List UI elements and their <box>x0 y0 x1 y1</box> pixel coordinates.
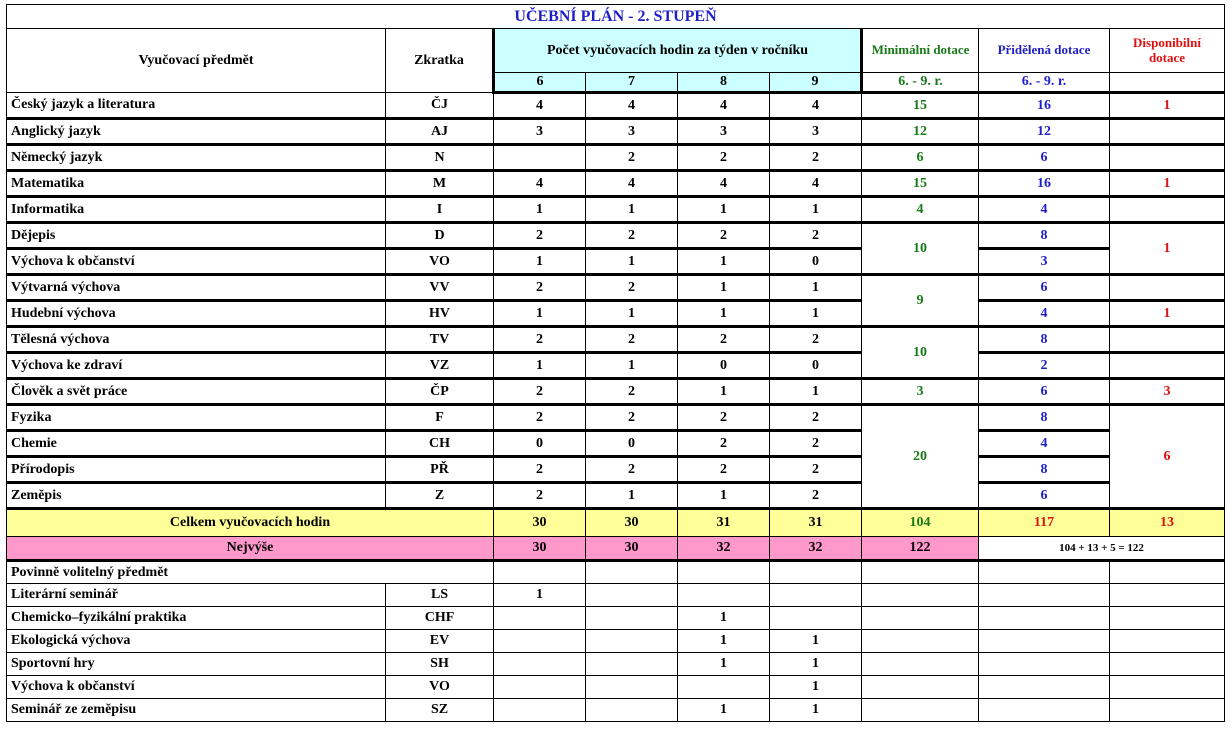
elective-name: Ekologická výchova <box>7 630 386 653</box>
subject-abbr: ČJ <box>386 93 494 119</box>
elective-grade-6 <box>494 699 586 722</box>
elective-grade-8: 1 <box>678 607 770 630</box>
hours-grade-9: 2 <box>770 431 862 457</box>
elective-grade-7 <box>586 676 678 699</box>
header-min: Minimální dotace <box>862 29 979 73</box>
available-dotace <box>1110 197 1225 223</box>
subject-name: Tělesná výchova <box>7 327 386 353</box>
header-grade-8: 8 <box>678 73 770 93</box>
assigned-dotace: 6 <box>979 379 1110 405</box>
hours-grade-7: 2 <box>586 457 678 483</box>
subject-abbr: TV <box>386 327 494 353</box>
subject-abbr: VO <box>386 249 494 275</box>
elective-grade-8: 1 <box>678 653 770 676</box>
hours-grade-9: 0 <box>770 249 862 275</box>
elective-grade-6 <box>494 653 586 676</box>
elective-grade-8 <box>678 584 770 607</box>
hours-grade-7: 1 <box>586 197 678 223</box>
max-min: 122 <box>862 537 979 561</box>
empty-cell <box>862 607 979 630</box>
min-dotace: 12 <box>862 119 979 145</box>
assigned-dotace: 6 <box>979 483 1110 509</box>
hours-grade-9: 2 <box>770 223 862 249</box>
elective-grade-9 <box>770 607 862 630</box>
hours-grade-6: 3 <box>494 119 586 145</box>
elective-abbr: SH <box>386 653 494 676</box>
table-row <box>7 223 1225 249</box>
max-grade-8: 32 <box>678 537 770 561</box>
empty-cell <box>979 630 1110 653</box>
subject-abbr: CH <box>386 431 494 457</box>
elective-abbr: VO <box>386 676 494 699</box>
hours-grade-8: 1 <box>678 197 770 223</box>
elective-row <box>7 607 1225 630</box>
hours-grade-7: 2 <box>586 379 678 405</box>
available-dotace <box>1110 145 1225 171</box>
min-dotace: 10 <box>862 223 979 275</box>
available-dotace <box>1110 119 1225 145</box>
hours-grade-8: 1 <box>678 483 770 509</box>
page-title: UČEBNÍ PLÁN - 2. STUPEŇ <box>7 5 1225 29</box>
assigned-dotace: 4 <box>979 301 1110 327</box>
hours-grade-8: 1 <box>678 275 770 301</box>
available-dotace: 1 <box>1110 171 1225 197</box>
total-min: 104 <box>862 509 979 537</box>
elective-name: Chemicko–fyzikální praktika <box>7 607 386 630</box>
table-row <box>7 145 1225 171</box>
available-dotace <box>1110 353 1225 379</box>
empty-cell <box>1110 561 1225 584</box>
assigned-dotace: 4 <box>979 197 1110 223</box>
subject-name: Anglický jazyk <box>7 119 386 145</box>
empty-cell <box>494 561 586 584</box>
hours-grade-6 <box>494 145 586 171</box>
hours-grade-8: 1 <box>678 301 770 327</box>
hours-grade-6: 2 <box>494 457 586 483</box>
hours-grade-6: 2 <box>494 483 586 509</box>
table-row <box>7 353 1225 379</box>
elective-abbr: SZ <box>386 699 494 722</box>
assigned-dotace: 3 <box>979 249 1110 275</box>
assigned-dotace: 8 <box>979 223 1110 249</box>
hours-grade-8: 2 <box>678 223 770 249</box>
available-dotace: 1 <box>1110 223 1225 275</box>
subject-abbr: VV <box>386 275 494 301</box>
assigned-dotace: 12 <box>979 119 1110 145</box>
elective-grade-9: 1 <box>770 676 862 699</box>
hours-grade-7: 2 <box>586 223 678 249</box>
elective-grade-7 <box>586 607 678 630</box>
available-dotace: 1 <box>1110 93 1225 119</box>
elective-grade-8: 1 <box>678 699 770 722</box>
total-grade-7: 30 <box>586 509 678 537</box>
table-row <box>7 379 1225 405</box>
subject-name: Informatika <box>7 197 386 223</box>
hours-grade-6: 1 <box>494 301 586 327</box>
hours-grade-7: 3 <box>586 119 678 145</box>
table-row <box>7 93 1225 119</box>
table-row <box>7 405 1225 431</box>
hours-grade-7: 2 <box>586 275 678 301</box>
hours-grade-8: 1 <box>678 379 770 405</box>
empty-cell <box>979 584 1110 607</box>
hours-grade-8: 0 <box>678 353 770 379</box>
hours-grade-9: 2 <box>770 405 862 431</box>
header-grade-7: 7 <box>586 73 678 93</box>
hours-grade-8: 4 <box>678 93 770 119</box>
assigned-dotace: 6 <box>979 145 1110 171</box>
hours-grade-9: 4 <box>770 93 862 119</box>
hours-grade-9: 2 <box>770 457 862 483</box>
subject-abbr: D <box>386 223 494 249</box>
elective-grade-7 <box>586 699 678 722</box>
hours-grade-9: 4 <box>770 171 862 197</box>
hours-grade-7: 1 <box>586 353 678 379</box>
elective-row <box>7 630 1225 653</box>
subject-abbr: PŘ <box>386 457 494 483</box>
hours-grade-9: 2 <box>770 145 862 171</box>
table-row <box>7 275 1225 301</box>
hours-grade-8: 2 <box>678 145 770 171</box>
hours-grade-8: 1 <box>678 249 770 275</box>
assigned-dotace: 6 <box>979 275 1110 301</box>
empty-cell <box>862 584 979 607</box>
available-dotace: 3 <box>1110 379 1225 405</box>
assigned-dotace: 16 <box>979 93 1110 119</box>
elective-header-row <box>7 561 1225 584</box>
elective-grade-9 <box>770 584 862 607</box>
hours-grade-6: 2 <box>494 405 586 431</box>
total-assigned: 117 <box>979 509 1110 537</box>
min-dotace: 20 <box>862 405 979 509</box>
empty-cell <box>979 676 1110 699</box>
elective-abbr: EV <box>386 630 494 653</box>
subject-abbr: F <box>386 405 494 431</box>
header-range-min: 6. - 9. r. <box>862 73 979 93</box>
subject-abbr: VZ <box>386 353 494 379</box>
hours-grade-7: 1 <box>586 483 678 509</box>
assigned-dotace: 8 <box>979 327 1110 353</box>
hours-grade-7: 2 <box>586 405 678 431</box>
total-grade-9: 31 <box>770 509 862 537</box>
subject-abbr: Z <box>386 483 494 509</box>
min-dotace: 4 <box>862 197 979 223</box>
hours-grade-6: 2 <box>494 327 586 353</box>
min-dotace: 15 <box>862 93 979 119</box>
elective-row <box>7 676 1225 699</box>
max-grade-7: 30 <box>586 537 678 561</box>
hours-grade-9: 0 <box>770 353 862 379</box>
elective-grade-9: 1 <box>770 653 862 676</box>
hours-grade-9: 3 <box>770 119 862 145</box>
hours-grade-9: 1 <box>770 197 862 223</box>
empty-cell <box>770 561 862 584</box>
hours-grade-6: 4 <box>494 93 586 119</box>
min-dotace: 6 <box>862 145 979 171</box>
elective-name: Literární seminář <box>7 584 386 607</box>
table-row <box>7 457 1225 483</box>
elective-row <box>7 584 1225 607</box>
available-dotace: 1 <box>1110 301 1225 327</box>
header-subject: Vyučovací předmět <box>7 29 386 93</box>
available-dotace <box>1110 327 1225 353</box>
empty-cell <box>979 699 1110 722</box>
subject-name: Člověk a svět práce <box>7 379 386 405</box>
subject-abbr: M <box>386 171 494 197</box>
header-abbr: Zkratka <box>386 29 494 93</box>
hours-grade-7: 2 <box>586 327 678 353</box>
available-dotace: 6 <box>1110 405 1225 509</box>
hours-grade-7: 4 <box>586 171 678 197</box>
elective-name: Sportovní hry <box>7 653 386 676</box>
hours-grade-8: 3 <box>678 119 770 145</box>
empty-cell <box>862 561 979 584</box>
subject-name: Výchova ke zdraví <box>7 353 386 379</box>
elective-grade-6 <box>494 630 586 653</box>
subject-name: Hudební výchova <box>7 301 386 327</box>
empty-cell <box>1110 676 1225 699</box>
empty-cell <box>1110 699 1225 722</box>
hours-grade-7: 4 <box>586 93 678 119</box>
subject-name: Německý jazyk <box>7 145 386 171</box>
subject-name: Český jazyk a literatura <box>7 93 386 119</box>
hours-grade-9: 1 <box>770 379 862 405</box>
elective-name: Výchova k občanství <box>7 676 386 699</box>
hours-grade-6: 4 <box>494 171 586 197</box>
assigned-dotace: 8 <box>979 457 1110 483</box>
total-available: 13 <box>1110 509 1225 537</box>
subject-name: Výtvarná výchova <box>7 275 386 301</box>
header-range-assigned: 6. - 9. r. <box>979 73 1110 93</box>
min-dotace: 15 <box>862 171 979 197</box>
hours-grade-7: 2 <box>586 145 678 171</box>
empty-cell <box>862 653 979 676</box>
assigned-dotace: 4 <box>979 431 1110 457</box>
empty-cell <box>678 561 770 584</box>
min-dotace: 3 <box>862 379 979 405</box>
subject-abbr: AJ <box>386 119 494 145</box>
elective-row <box>7 653 1225 676</box>
table-row <box>7 483 1225 509</box>
empty-cell <box>979 607 1110 630</box>
elective-grade-9: 1 <box>770 699 862 722</box>
total-grade-6: 30 <box>494 509 586 537</box>
header-available: Disponibilní dotace <box>1110 29 1225 73</box>
table-row <box>7 249 1225 275</box>
empty-cell <box>1110 584 1225 607</box>
header-range-empty <box>1110 73 1225 93</box>
elective-grade-7 <box>586 653 678 676</box>
empty-cell <box>979 653 1110 676</box>
max-label: Nejvýše <box>7 537 494 561</box>
hours-grade-7: 1 <box>586 301 678 327</box>
subject-name: Přírodopis <box>7 457 386 483</box>
subject-name: Chemie <box>7 431 386 457</box>
hours-grade-6: 2 <box>494 223 586 249</box>
hours-grade-6: 2 <box>494 275 586 301</box>
hours-grade-9: 2 <box>770 327 862 353</box>
elective-grade-8: 1 <box>678 630 770 653</box>
curriculum-table <box>6 4 1225 722</box>
elective-header: Povinně volitelný předmět <box>7 561 494 584</box>
empty-cell <box>862 630 979 653</box>
empty-cell <box>979 561 1110 584</box>
elective-abbr: LS <box>386 584 494 607</box>
hours-grade-6: 2 <box>494 379 586 405</box>
hours-grade-6: 1 <box>494 197 586 223</box>
elective-grade-9: 1 <box>770 630 862 653</box>
subject-abbr: N <box>386 145 494 171</box>
empty-cell <box>862 676 979 699</box>
hours-grade-7: 0 <box>586 431 678 457</box>
table-row <box>7 197 1225 223</box>
empty-cell <box>862 699 979 722</box>
subject-abbr: I <box>386 197 494 223</box>
assigned-dotace: 16 <box>979 171 1110 197</box>
elective-grade-6 <box>494 676 586 699</box>
total-row <box>7 509 1225 537</box>
hours-grade-9: 2 <box>770 483 862 509</box>
elective-grade-7 <box>586 584 678 607</box>
max-grade-9: 32 <box>770 537 862 561</box>
header-grade-9: 9 <box>770 73 862 93</box>
max-formula: 104 + 13 + 5 = 122 <box>979 537 1225 561</box>
subject-name: Výchova k občanství <box>7 249 386 275</box>
assigned-dotace: 2 <box>979 353 1110 379</box>
table-row <box>7 327 1225 353</box>
empty-cell <box>1110 630 1225 653</box>
table-row <box>7 119 1225 145</box>
total-grade-8: 31 <box>678 509 770 537</box>
hours-grade-6: 0 <box>494 431 586 457</box>
available-dotace <box>1110 275 1225 301</box>
empty-cell <box>586 561 678 584</box>
max-grade-6: 30 <box>494 537 586 561</box>
empty-cell <box>1110 653 1225 676</box>
hours-grade-8: 2 <box>678 327 770 353</box>
assigned-dotace: 8 <box>979 405 1110 431</box>
hours-grade-8: 4 <box>678 171 770 197</box>
hours-grade-9: 1 <box>770 275 862 301</box>
hours-grade-8: 2 <box>678 431 770 457</box>
table-row <box>7 431 1225 457</box>
hours-grade-6: 1 <box>494 353 586 379</box>
min-dotace: 9 <box>862 275 979 327</box>
subject-name: Zeměpis <box>7 483 386 509</box>
hours-grade-9: 1 <box>770 301 862 327</box>
total-label: Celkem vyučovacích hodin <box>7 509 494 537</box>
elective-grade-8 <box>678 676 770 699</box>
subject-abbr: HV <box>386 301 494 327</box>
header-assigned: Přidělená dotace <box>979 29 1110 73</box>
hours-grade-7: 1 <box>586 249 678 275</box>
table-row <box>7 301 1225 327</box>
empty-cell <box>1110 607 1225 630</box>
elective-name: Seminář ze zeměpisu <box>7 699 386 722</box>
max-row <box>7 537 1225 561</box>
hours-grade-8: 2 <box>678 457 770 483</box>
header-hours: Počet vyučovacích hodin za týden v ročníku <box>494 29 862 73</box>
hours-grade-6: 1 <box>494 249 586 275</box>
elective-grade-7 <box>586 630 678 653</box>
elective-grade-6: 1 <box>494 584 586 607</box>
elective-grade-6 <box>494 607 586 630</box>
subject-name: Matematika <box>7 171 386 197</box>
min-dotace: 10 <box>862 327 979 379</box>
elective-row <box>7 699 1225 722</box>
subject-abbr: ČP <box>386 379 494 405</box>
subject-name: Fyzika <box>7 405 386 431</box>
subject-name: Dějepis <box>7 223 386 249</box>
hours-grade-8: 2 <box>678 405 770 431</box>
table-row <box>7 171 1225 197</box>
header-grade-6: 6 <box>494 73 586 93</box>
elective-abbr: CHF <box>386 607 494 630</box>
